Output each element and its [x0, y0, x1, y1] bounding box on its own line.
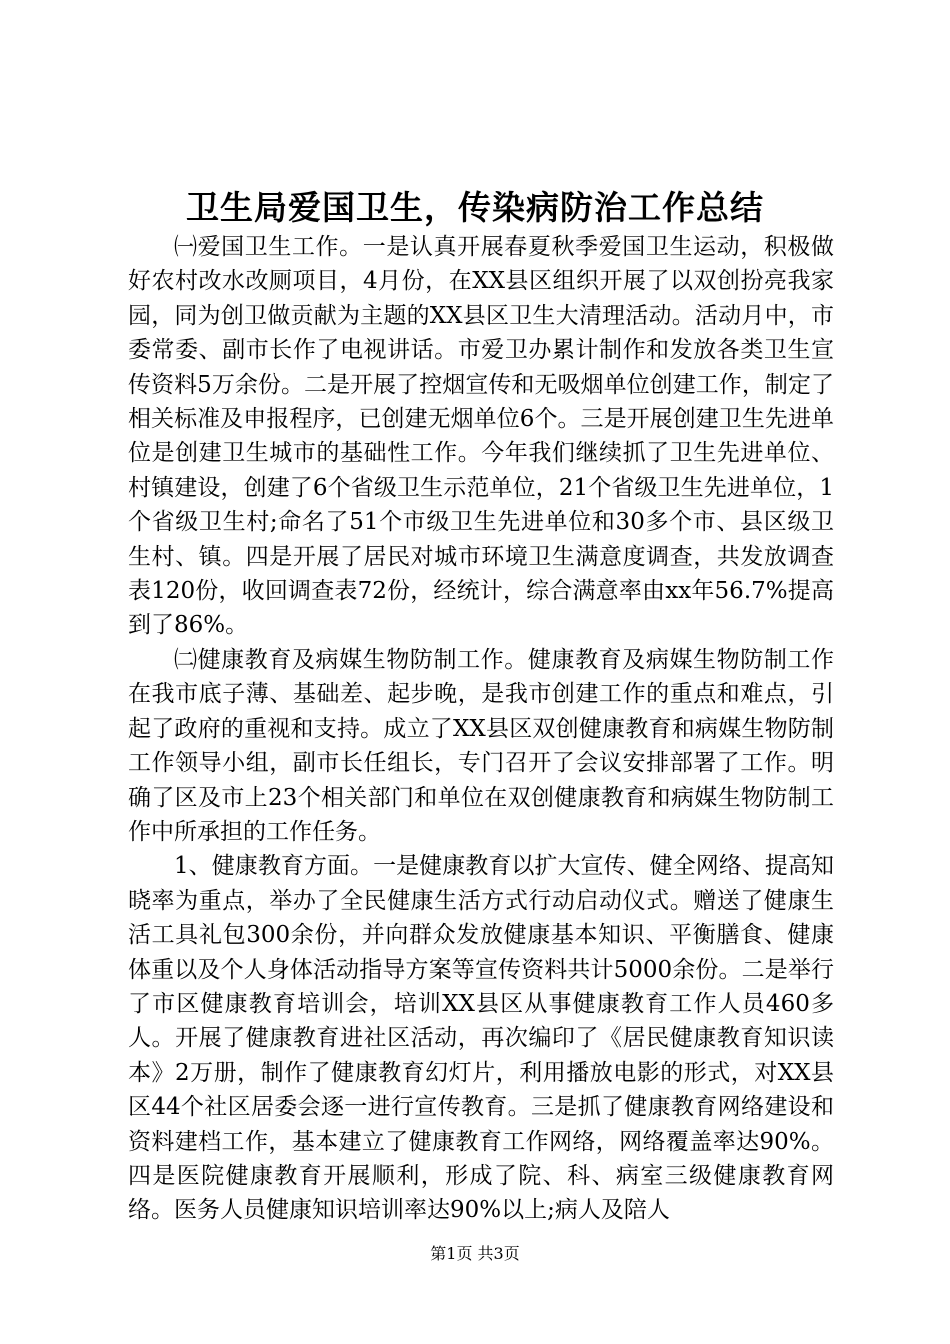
page-number-footer: 第1页 共3页 [430, 1244, 520, 1263]
document-title: 卫生局爱国卫生，传染病防治工作总结 [186, 188, 764, 227]
paragraph-patriotic-health: ㈠爱国卫生工作。一是认真开展春夏秋季爱国卫生运动，积极做好农村改水改厕项目，4月份，在XX县区组织开展了以双创扮亮我家园，同为创卫做贡献为主题的XX县区卫生大清理活动。活动月中，市委常委、副市长作了电视讲话。市爱卫办累计制作和发放各类卫生宣传资料5万余份。二是开展了控烟宣传和无吸烟单位创建工作，制定了相关标准及申报程序，已创建无烟单位6个。三是开展创建卫生先进单位是创建卫生城市的基础性工作。今年我们继续抓了卫生先进单位、村镇建设，创建了6个省级卫生示范单位，21个省级卫生先进单位，1个省级卫生村;命名了51个市级卫生先进单位和30多个市、县区级卫生村、镇。四是开展了居民对城市环境卫生满意度调查，共发放调查表120份，收回调查表72份，经统计，综合满意率由xx年56.7%提高到了86%。 [128, 234, 834, 639]
paragraph-health-education-vector-control: ㈡健康教育及病媒生物防制工作。健康教育及病媒生物防制工作在我市底子薄、基础差、起步晚，是我市创建工作的重点和难点，引起了政府的重视和支持。成立了XX县区双创健康教育和病媒生物防制工作领导小组，副市长任组长，专门召开了会议安排部署了工作。明确了区及市上23个相关部门和单位在双创健康教育和病媒生物防制工作中所承担的工作任务。 [128, 646, 834, 845]
document-body [128, 230, 834, 1228]
paragraph-health-education-details: 1、健康教育方面。一是健康教育以扩大宣传、健全网络、提高知晓率为重点，举办了全民健康生活方式行动启动仪式。赠送了健康生活工具礼包300余份，并向群众发放健康基本知识、平衡膳食、健康体重以及个人身体活动指导方案等宣传资料共计5000余份。二是举行了市区健康教育培训会，培训XX县区从事健康教育工作人员460多人。开展了健康教育进社区活动，再次编印了《居民健康教育知识读本》2万册，制作了健康教育幻灯片，利用播放电影的形式，对XX县区44个社区居委会逐一进行宣传教育。三是抓了健康教育网络建设和资料建档工作，基本建立了健康教育工作网络，网络覆盖率达90%。四是医院健康教育开展顺利，形成了院、科、病室三级健康教育网络。医务人员健康知识培训率达90%以上;病人及陪人 [128, 853, 834, 1224]
